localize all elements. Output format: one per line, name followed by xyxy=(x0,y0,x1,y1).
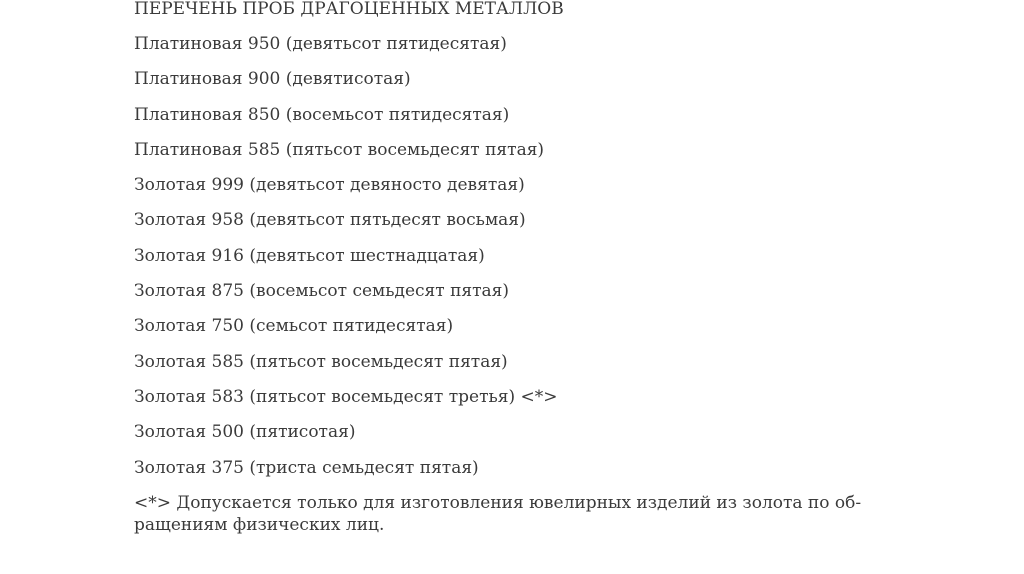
list-item: Платиновая 585 (пятьсот восемьдесят пятая) xyxy=(134,139,545,160)
list-item: Золотая 500 (пятисотая) xyxy=(134,422,356,443)
list-item: Золотая 875 (восемьсот семьдесят пятая) xyxy=(134,281,510,302)
list-item: Золотая 750 (семьсот пятидесятая) xyxy=(134,316,454,337)
list-item: Золотая 583 (пятьсот восемьдесят третья) <*> xyxy=(134,386,558,407)
list-item: Золотая 999 (девятьсот девяносто девятая) xyxy=(134,175,525,196)
list-item: Платиновая 950 (девятьсот пятидесятая) xyxy=(134,34,507,54)
list-item: Золотая 585 (пятьсот восемьдесят пятая) xyxy=(134,351,508,372)
footnote xyxy=(134,492,874,536)
document-body xyxy=(134,0,894,536)
list-item: Золотая 375 (триста семьдесят пятая) xyxy=(134,457,479,478)
document-heading: ПЕРЕЧЕНЬ ПРОБ ДРАГОЦЕННЫХ МЕТАЛЛОВ xyxy=(134,0,564,19)
list-item: Золотая 958 (девятьсот пятьдесят восьмая) xyxy=(134,210,526,231)
list-item: Золотая 916 (девятьсот шестнадцатая) xyxy=(134,245,485,266)
list-item: Платиновая 850 (восемьсот пятидесятая) xyxy=(134,104,510,125)
footnote-line: <*> Допускается только для изготовления ювелирных изделий из золота по об- xyxy=(134,492,862,513)
list-item: Платиновая 900 (девятисотая) xyxy=(134,69,411,90)
footnote-line: ращениям физических лиц. xyxy=(134,514,385,535)
